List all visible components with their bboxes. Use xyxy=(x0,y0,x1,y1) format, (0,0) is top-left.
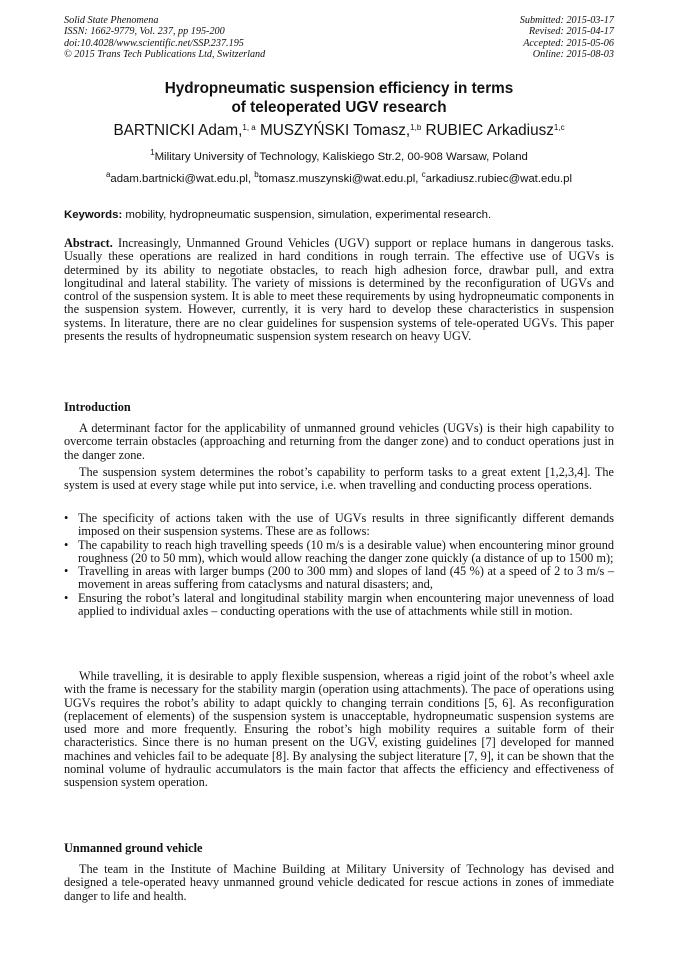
keywords-label: Keywords: xyxy=(64,209,123,221)
email-mark: c xyxy=(421,170,426,179)
list-item: • The capability to reach high travelling speeds (10 m/s is a desirable value) when encountering minor ground roughness (20 to 50 mm), which would allow reaching the danger zone quickly (a distance of up to 1500 m); xyxy=(64,537,614,565)
paper-title xyxy=(0,80,678,117)
author-name: RUBIEC Arkadiusz xyxy=(425,122,554,139)
author-name: BARTNICKI Adam, xyxy=(113,122,243,139)
email-link[interactable]: adam.bartnicki@wat.edu.pl, xyxy=(110,173,252,185)
introduction-heading: Introduction xyxy=(64,400,131,414)
email-mark: b xyxy=(254,170,259,179)
email-link[interactable]: tomasz.muszynski@wat.edu.pl, xyxy=(258,173,419,185)
keywords-text: mobility, hydropneumatic suspension, simulation, experimental research. xyxy=(125,209,492,221)
journal-name: Solid State Phenomena xyxy=(64,15,159,26)
paper-title-line-1: Hydropneumatic suspension efficiency in terms xyxy=(164,80,514,97)
bullet-icon: • xyxy=(64,511,69,525)
abstract xyxy=(64,237,614,343)
suspension-demands-list xyxy=(64,512,614,618)
paper-title-line-2: of teleoperated UGV research xyxy=(231,98,447,116)
author-affil-mark: 1,c xyxy=(553,123,565,132)
keywords xyxy=(64,208,619,222)
date-accepted: Accepted: 2015-05-06 xyxy=(523,37,614,49)
author-name: MUSZYŃSKI Tomasz, xyxy=(259,122,411,139)
journal-info xyxy=(64,15,265,61)
bullet-icon: • xyxy=(64,590,69,605)
ugv-heading: Unmanned ground vehicle xyxy=(64,841,203,855)
abstract-label: Abstract. xyxy=(64,236,113,250)
author-emails xyxy=(0,172,678,186)
list-item: • The specificity of actions taken with the use of UGVs results in three significantly different demands imposed on their suspension systems. These are as follows: xyxy=(64,511,614,539)
journal-issn: ISSN: 1662-9779, Vol. 237, pp 195-200 xyxy=(64,26,225,38)
bullet-icon: • xyxy=(64,537,69,552)
email-mark: a xyxy=(105,170,111,179)
list-item: • Ensuring the robot’s lateral and longitudinal stability margin when encountering major unevenness of load applied to individual axles – conducting operations with the use of attachments while still in motion. xyxy=(64,590,614,619)
author-affil-mark: 1,b xyxy=(410,123,422,132)
affiliation-mark: 1 xyxy=(150,148,155,157)
date-submitted: Submitted: 2015-03-17 xyxy=(519,15,614,26)
bullet-icon: • xyxy=(64,564,69,579)
author-affil-mark: 1, a xyxy=(242,123,256,132)
author-list xyxy=(0,121,678,141)
journal-copyright: © 2015 Trans Tech Publications Ltd, Switzerland xyxy=(64,49,266,61)
affiliation xyxy=(0,150,678,164)
list-item: • Travelling in areas with larger bumps (200 to 300 mm) and slopes of land (45 %) at a speed of 2 to 3 m/s – movement in areas suffering from cataclysms and natural disasters; and, xyxy=(64,564,614,592)
introduction-paragraph-2: The suspension system determines the robot’s capability to perform tasks to a great extent [1,2,3,4]. The system is used at every stage while put into service, i.e. when travelling and conducting process operations. xyxy=(64,465,614,493)
date-online: Online: 2015-08-03 xyxy=(532,49,614,61)
email-link[interactable]: arkadiusz.rubiec@wat.edu.pl xyxy=(425,173,573,185)
affiliation-text: Military University of Technology, Kaliskiego Str.2, 00-908 Warsaw, Poland xyxy=(154,151,528,163)
journal-doi: doi:10.4028/www.scientific.net/SSP.237.195 xyxy=(64,37,244,49)
ugv-paragraph-1: The team in the Institute of Machine Building at Military University of Technology has devised and designed a tele-operated heavy unmanned ground vehicle dedicated for rescue actions in zones of immediate danger to life and health. xyxy=(64,862,614,903)
introduction-paragraph-3: While travelling, it is desirable to apply flexible suspension, whereas a rigid joint of the robot’s wheel axle with the frame is necessary for the stability margin (operation using attachments). The pace of operations using UGVs requires the robot’s ability to adapt quickly to changing terrain conditions [5, 6]. As reconfiguration (replacement of elements) of the suspension system is unacceptable, hydropneumatic suspension systems are used more and more frequently. Ensuring the robot’s high mobility requires a suitable form of their characteristics. Since there is no human present on the UGV, existing guidelines [7] developed for manned machines and vehicles fail to be adequate [8]. By analysing the subject literature [7, 9], it can be shown that the nominal volume of hydraulic accumulators is the main factor that affects the efficiency and effectiveness of suspension system operation. xyxy=(64,669,614,790)
abstract-text: Increasingly, Unmanned Ground Vehicles (UGV) support or replace humans in dangerous tasks. Usually these operations are realized in hard conditions in rough terrain. The effective use of UGVs is determined by its ability to negotiate obstacles, to reach high adhesion force, drawbar pull, and extra longitudinal and lateral stability. The variety of missions is determined by the reconfiguration of UGVs and control of the suspension system. It is able to meet these requirements by using hydropneumatic components in the suspension system. However, currently, it is very hard to develop these characteristics in suspension systems. In literature, there are no clear guidelines for suspension systems of tele-operated UGVs. This paper presents the results of hydropneumatic suspension system research on heavy UGV. xyxy=(64,236,614,344)
date-revised: Revised: 2015-04-17 xyxy=(528,26,614,38)
introduction-paragraph-1: A determinant factor for the applicability of unmanned ground vehicles (UGVs) is their high capability to overcome terrain obstacles (approaching and returning from the danger zone) and to conduct operations just in the danger zone. xyxy=(64,421,614,462)
publication-dates xyxy=(520,15,614,61)
